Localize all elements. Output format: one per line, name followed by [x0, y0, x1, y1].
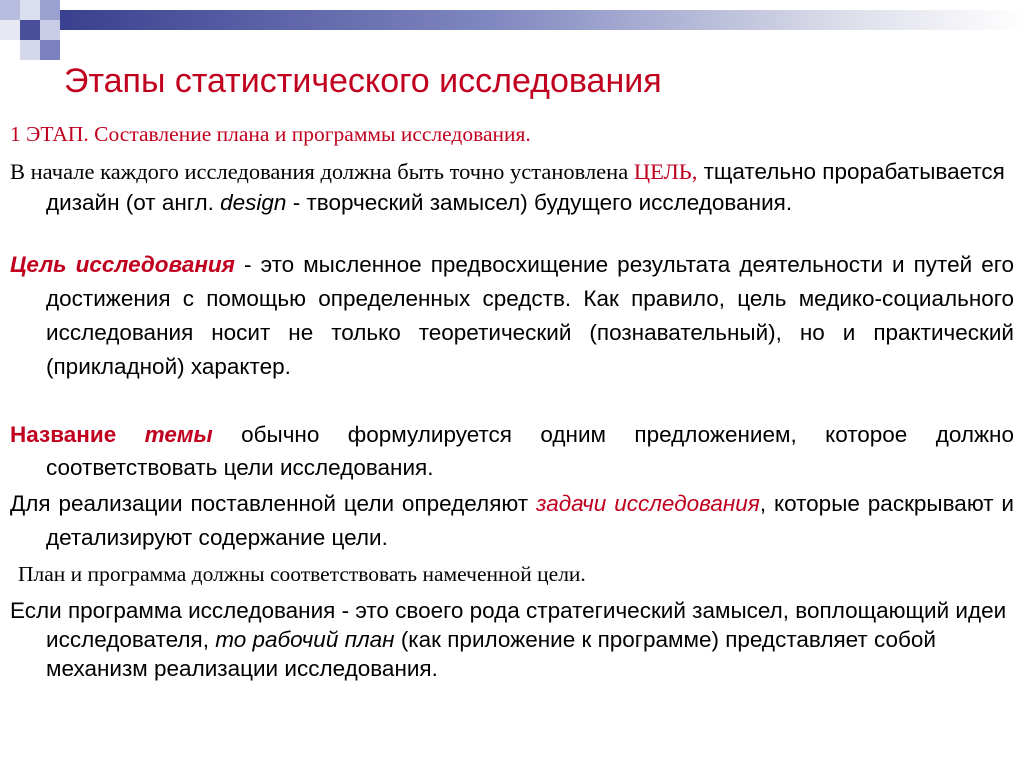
- para4-text: , которые раскрывают и детализируют содержание цели.: [46, 491, 1014, 550]
- header-gradient-bar: [60, 10, 1024, 30]
- para2-term: Цель исследования: [10, 252, 235, 277]
- deco-square: [20, 20, 40, 40]
- deco-square: [20, 0, 40, 20]
- deco-square: [40, 0, 60, 20]
- paragraph-goal-definition: [10, 248, 1014, 384]
- plan-statement: План и программа должны соответствовать намеченной цели.: [18, 562, 586, 586]
- para1-rest-a: тщательно прорабатывается дизайн (от англ.: [46, 159, 1005, 215]
- deco-square: [40, 40, 60, 60]
- deco-square: [20, 40, 40, 60]
- para1-rest-b: - творческий замысел) будущего исследования.: [286, 190, 793, 215]
- stage-heading: 1 ЭТАП. Составление плана и программы исследования.: [10, 122, 531, 146]
- para3-term-b: темы: [144, 422, 213, 447]
- para2-text: - это мысленное предвосхищение результата деятельности и путей его достижения с помощью определенных средств. Как правило, цель медико-социального исследования носит не только теоретический (познавательный), но и практический (прикладной) характер.: [46, 252, 1015, 379]
- paragraph-working-plan: [10, 596, 1014, 683]
- para4-term: задачи исследования: [535, 491, 760, 516]
- para1-goal: ЦЕЛЬ,: [633, 159, 698, 184]
- para1-design: design: [220, 190, 287, 215]
- deco-square: [40, 20, 60, 40]
- para1-lead: В начале каждого исследования должна быть точно установлена: [10, 159, 634, 184]
- para3-term-a: Название: [10, 422, 145, 447]
- deco-square: [0, 20, 20, 40]
- header-decoration: [0, 0, 1024, 60]
- para5-lead: Если программа исследования - это своего рода стратегический замысел, воплощающий идеи исследователя,: [10, 598, 1007, 652]
- deco-square: [0, 0, 20, 20]
- para4-lead: Для реализации поставленной цели определяют: [10, 491, 536, 516]
- slide-title: Этапы статистического исследования: [64, 62, 662, 100]
- paragraph-topic: [10, 418, 1014, 484]
- para3-text: обычно формулируется одним предложением, которое должно соответствовать цели исследования.: [46, 422, 1014, 480]
- paragraph-goal-intro: [10, 156, 1014, 218]
- paragraph-tasks: [10, 487, 1014, 555]
- para5-italic: то рабочий план: [215, 627, 395, 652]
- para5-rest: (как приложение к программе) представляет собой механизм реализации исследования.: [46, 627, 936, 681]
